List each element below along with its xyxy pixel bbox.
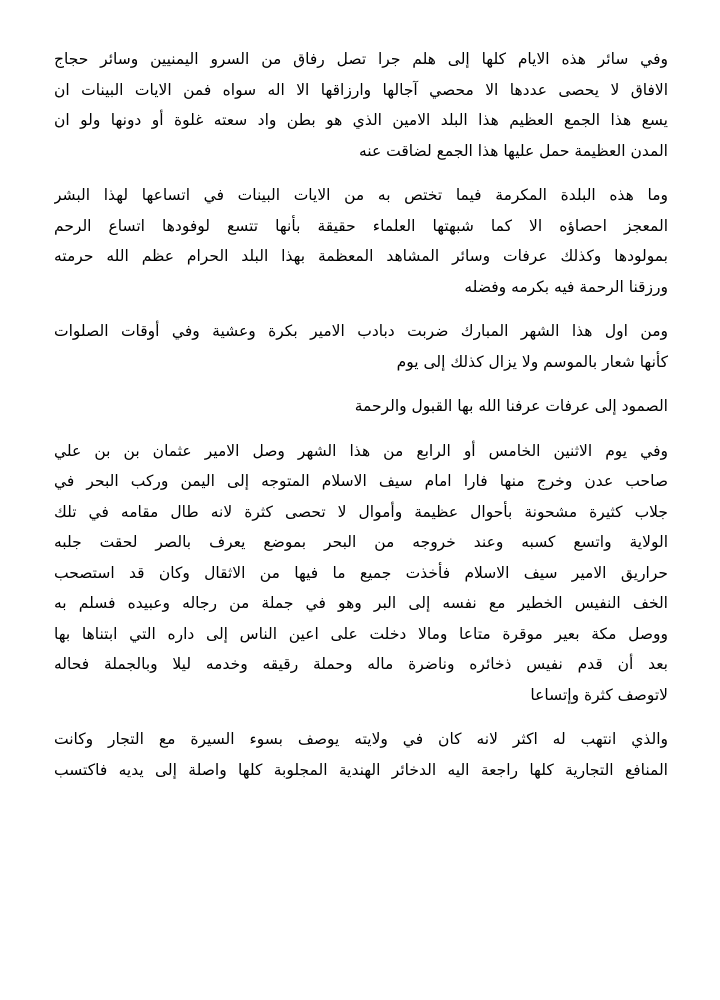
text-line: كأنها شعار بالموسم ولا يزال كذلك إلى يوم xyxy=(396,352,668,371)
document-page xyxy=(54,44,668,799)
paragraph-1 xyxy=(54,44,668,166)
paragraph-3 xyxy=(54,316,668,377)
text-line: الولاية واتسع كسبه وعند خروجه من البحر بموضع يعرف بالصر لحقت جلبه xyxy=(54,533,668,551)
text-line: بمولودها وكذلك عرفات وسائر المشاهد المعظمة بهذا البلد الحرام عظم الله حرمته xyxy=(54,247,668,265)
text-line: ووصل مكة بعير موقرة متاعا ومالا دخلت على اعين الناس إلى داره التي ابتناها بها xyxy=(54,624,668,643)
text-line: يسع هذا الجمع العظيم هذا البلد الامين الذي هو بطن واد سعته غلوة أو دونها ولو ان xyxy=(54,111,668,129)
text-line: بعد أن قدم نفيس ذخائره وناضرة ماله وحملة رقيقه وخدمه ليلا وبالجملة فحاله xyxy=(54,655,668,673)
text-line: حراريق الامير سيف الاسلام فأخذت جميع ما فيها من الاثقال وكان قد استصحب xyxy=(54,563,668,582)
text-line: لاتوصف كثرة وإتساعا xyxy=(530,685,668,704)
text-line: المعجز احصاؤه الا كما شبهتها العلماء حقيقة بأنها تتسع لوفودها اتساع الرحم xyxy=(54,216,668,235)
text-line: الصمود إلى عرفات عرفنا الله بها القبول والرحمة xyxy=(354,397,668,415)
paragraph-4 xyxy=(54,391,668,422)
text-line: والذي انتهب له اكثر لانه كان في ولايته يوصف بسوء السيرة مع التجار وكانت xyxy=(54,730,668,748)
text-line: الخف النفيس الخطير مع نفسه إلى البر وهو في جملة من رجاله وعبيده فسلم به xyxy=(54,594,668,612)
text-line: وما هذه البلدة المكرمة فيما تختص به من الايات البينات في اتساعها لهذا البشر xyxy=(54,186,668,204)
text-line: وفي سائر هذه الايام كلها إلى هلم جرا تصل رفاق من السرو اليمنيين وسائر حجاج xyxy=(54,50,668,68)
text-line: الافاق لا يحصى عددها الا محصي آجالها وارزاقها الا اله سواه فمن الايات البينات ان xyxy=(54,80,668,99)
text-line: ومن اول هذا الشهر المبارك ضربت دبادب الامير بكرة وعشية وفي أوقات الصلوات xyxy=(54,322,668,340)
paragraph-2 xyxy=(54,180,668,302)
paragraph-5 xyxy=(54,436,668,711)
text-line: المنافع التجارية كلها راجعة اليه الدخائر الهندية المجلوبة كلها واصلة إلى يديه فاكتسب xyxy=(54,760,668,779)
text-line: وفي يوم الاثنين الخامس أو الرابع من هذا الشهر وصل الامير عثمان بن بن علي xyxy=(54,441,668,460)
text-line: المدن العظيمة حمل عليها هذا الجمع لضاقت عنه xyxy=(359,141,668,160)
text-line: جلاب كثيرة مشحونة بأحوال عظيمة وأموال لا تحصى كثرة لانه طال مقامه في تلك xyxy=(54,502,668,521)
paragraph-6 xyxy=(54,724,668,785)
text-line: ورزقنا الرحمة فيه بكرمه وفضله xyxy=(464,277,668,296)
text-line: صاحب عدن وخرج منها فارا امام سيف الاسلام المتوجه إلى اليمن وركب البحر في xyxy=(54,472,668,490)
